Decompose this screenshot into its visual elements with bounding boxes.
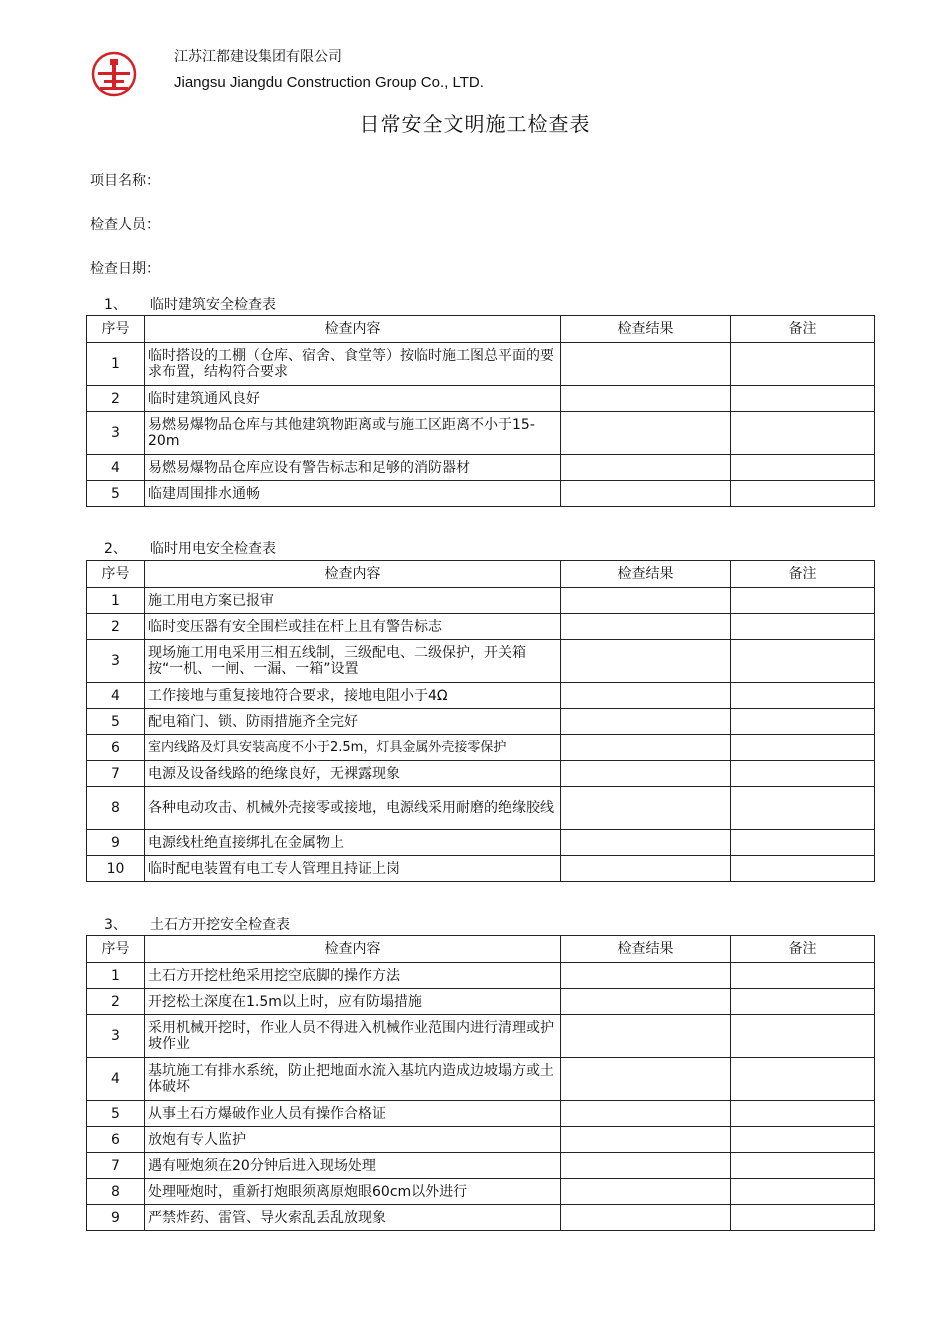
table-row <box>87 1127 875 1153</box>
check-table <box>86 560 875 882</box>
row-no: 8 <box>87 1179 145 1205</box>
table-row <box>87 481 875 507</box>
row-content: 基坑施工有排水系统，防止把地面水流入基坑内造成边坡塌方或土体破坏 <box>145 1058 561 1101</box>
company-name-en: Jiangsu Jiangdu Construction Group Co., LTD. <box>174 74 484 91</box>
remark-cell[interactable] <box>731 1015 875 1058</box>
remark-cell[interactable] <box>731 989 875 1015</box>
table-row <box>87 1205 875 1231</box>
document-header <box>90 40 890 100</box>
result-cell[interactable] <box>561 787 731 830</box>
row-content: 各种电动攻击、机械外壳接零或接地，电源线采用耐磨的绝缘胶线 <box>145 787 561 830</box>
row-content: 处理哑炮时，重新打炮眼须离原炮眼60cm以外进行 <box>145 1179 561 1205</box>
row-no: 6 <box>87 735 145 761</box>
header-remark: 备注 <box>731 936 875 963</box>
result-cell[interactable] <box>561 683 731 709</box>
result-cell[interactable] <box>561 614 731 640</box>
table-row <box>87 989 875 1015</box>
header-remark: 备注 <box>731 561 875 588</box>
table-header-row <box>87 561 875 588</box>
row-no: 10 <box>87 856 145 882</box>
result-cell[interactable] <box>561 386 731 412</box>
row-no: 5 <box>87 709 145 735</box>
result-cell[interactable] <box>561 830 731 856</box>
remark-cell[interactable] <box>731 683 875 709</box>
row-content: 电源及设备线路的绝缘良好，无裸露现象 <box>145 761 561 787</box>
check-table <box>86 935 875 1231</box>
remark-cell[interactable] <box>731 1101 875 1127</box>
header-no: 序号 <box>87 936 145 963</box>
inspectors-label: 检查人员： <box>90 217 160 233</box>
table-row <box>87 640 875 683</box>
row-no: 4 <box>87 683 145 709</box>
row-content: 土石方开挖杜绝采用挖空底脚的操作方法 <box>145 963 561 989</box>
remark-cell[interactable] <box>731 614 875 640</box>
remark-cell[interactable] <box>731 481 875 507</box>
header-result: 检查结果 <box>561 561 731 588</box>
row-no: 7 <box>87 761 145 787</box>
row-no: 4 <box>87 1058 145 1101</box>
row-content: 临时配电装置有电工专人管理且持证上岗 <box>145 856 561 882</box>
row-content: 开挖松土深度在1.5m以上时，应有防塌措施 <box>145 989 561 1015</box>
row-content: 采用机械开挖时，作业人员不得进入机械作业范围内进行清理或护坡作业 <box>145 1015 561 1058</box>
result-cell[interactable] <box>561 761 731 787</box>
header-result: 检查结果 <box>561 936 731 963</box>
header-no: 序号 <box>87 316 145 343</box>
page-title: 日常安全文明施工检查表 <box>359 112 591 136</box>
row-content: 临建周围排水通畅 <box>145 481 561 507</box>
remark-cell[interactable] <box>731 412 875 455</box>
row-no: 5 <box>87 481 145 507</box>
row-content: 工作接地与重复接地符合要求，接地电阻小于4Ω <box>145 683 561 709</box>
row-content: 遇有哑炮须在20分钟后进入现场处理 <box>145 1153 561 1179</box>
remark-cell[interactable] <box>731 830 875 856</box>
table-row <box>87 1101 875 1127</box>
row-content: 电源线杜绝直接绑扎在金属物上 <box>145 830 561 856</box>
result-cell[interactable] <box>561 1179 731 1205</box>
remark-cell[interactable] <box>731 1179 875 1205</box>
result-cell[interactable] <box>561 735 731 761</box>
row-no: 6 <box>87 1127 145 1153</box>
table-row <box>87 412 875 455</box>
remark-cell[interactable] <box>731 1127 875 1153</box>
remark-cell[interactable] <box>731 455 875 481</box>
remark-cell[interactable] <box>731 735 875 761</box>
row-content: 配电箱门、锁、防雨措施齐全完好 <box>145 709 561 735</box>
section-number: 2、 <box>104 541 127 557</box>
remark-cell[interactable] <box>731 1153 875 1179</box>
table-row <box>87 761 875 787</box>
section-number: 3、 <box>104 917 127 933</box>
header-no: 序号 <box>87 561 145 588</box>
table-row <box>87 963 875 989</box>
remark-cell[interactable] <box>731 963 875 989</box>
company-logo-icon <box>90 50 138 98</box>
remark-cell[interactable] <box>731 761 875 787</box>
row-content: 放炮有专人监护 <box>145 1127 561 1153</box>
row-content: 室内线路及灯具安装高度不小于2.5m，灯具金属外壳接零保护 <box>145 735 561 761</box>
header-result: 检查结果 <box>561 316 731 343</box>
section-name: 临时用电安全检查表 <box>150 541 276 557</box>
section-name: 土石方开挖安全检查表 <box>150 917 290 933</box>
result-cell[interactable] <box>561 640 731 683</box>
row-content: 严禁炸药、雷管、导火索乱丢乱放现象 <box>145 1205 561 1231</box>
row-content: 临时建筑通风良好 <box>145 386 561 412</box>
result-cell[interactable] <box>561 412 731 455</box>
section-title <box>104 914 290 934</box>
row-no: 9 <box>87 1205 145 1231</box>
result-cell[interactable] <box>561 343 731 386</box>
check-table <box>86 315 875 507</box>
row-no: 3 <box>87 412 145 455</box>
table-row <box>87 343 875 386</box>
result-cell[interactable] <box>561 709 731 735</box>
row-content: 现场施工用电采用三相五线制，三级配电、二级保护，开关箱按“一机、一闸、一漏、一箱”设置 <box>145 640 561 683</box>
row-no: 2 <box>87 989 145 1015</box>
table-row <box>87 1015 875 1058</box>
remark-cell[interactable] <box>731 588 875 614</box>
table-row <box>87 856 875 882</box>
header-content: 检查内容 <box>145 561 561 588</box>
result-cell[interactable] <box>561 1153 731 1179</box>
table-header-row <box>87 316 875 343</box>
company-name-cn: 江苏江都建设集团有限公司 <box>174 49 342 65</box>
row-content: 施工用电方案已报审 <box>145 588 561 614</box>
table-row <box>87 614 875 640</box>
row-no: 1 <box>87 963 145 989</box>
table-row <box>87 588 875 614</box>
row-no: 9 <box>87 830 145 856</box>
row-no: 4 <box>87 455 145 481</box>
table-row <box>87 1058 875 1101</box>
remark-cell[interactable] <box>731 709 875 735</box>
remark-cell[interactable] <box>731 386 875 412</box>
row-no: 2 <box>87 386 145 412</box>
table-row <box>87 787 875 830</box>
row-content: 易燃易爆物品仓库应设有警告标志和足够的消防器材 <box>145 455 561 481</box>
result-cell[interactable] <box>561 1101 731 1127</box>
project-name-label: 项目名称： <box>90 173 160 189</box>
result-cell[interactable] <box>561 1015 731 1058</box>
row-no: 7 <box>87 1153 145 1179</box>
row-no: 2 <box>87 614 145 640</box>
result-cell[interactable] <box>561 989 731 1015</box>
section-title <box>104 294 276 314</box>
table-row <box>87 1179 875 1205</box>
table-header-row <box>87 936 875 963</box>
table-row <box>87 455 875 481</box>
row-no: 1 <box>87 343 145 386</box>
row-no: 3 <box>87 640 145 683</box>
result-cell[interactable] <box>561 1127 731 1153</box>
row-no: 5 <box>87 1101 145 1127</box>
check-date-label: 检查日期： <box>90 261 160 277</box>
remark-cell[interactable] <box>731 640 875 683</box>
result-cell[interactable] <box>561 1058 731 1101</box>
row-content: 从事土石方爆破作业人员有操作合格证 <box>145 1101 561 1127</box>
remark-cell[interactable] <box>731 856 875 882</box>
remark-cell[interactable] <box>731 1058 875 1101</box>
section-title <box>104 538 276 558</box>
header-remark: 备注 <box>731 316 875 343</box>
result-cell[interactable] <box>561 481 731 507</box>
row-no: 1 <box>87 588 145 614</box>
remark-cell[interactable] <box>731 1205 875 1231</box>
header-content: 检查内容 <box>145 936 561 963</box>
table-row <box>87 1153 875 1179</box>
result-cell[interactable] <box>561 963 731 989</box>
row-content: 易燃易爆物品仓库与其他建筑物距离或与施工区距离不小于15-20m <box>145 412 561 455</box>
result-cell[interactable] <box>561 588 731 614</box>
table-row <box>87 683 875 709</box>
remark-cell[interactable] <box>731 343 875 386</box>
header-content: 检查内容 <box>145 316 561 343</box>
table-row <box>87 830 875 856</box>
row-no: 8 <box>87 787 145 830</box>
section-number: 1、 <box>104 297 127 313</box>
result-cell[interactable] <box>561 856 731 882</box>
remark-cell[interactable] <box>731 787 875 830</box>
row-content: 临时变压器有安全围栏或挂在杆上且有警告标志 <box>145 614 561 640</box>
table-row <box>87 386 875 412</box>
result-cell[interactable] <box>561 1205 731 1231</box>
section-name: 临时建筑安全检查表 <box>150 297 276 313</box>
row-no: 3 <box>87 1015 145 1058</box>
result-cell[interactable] <box>561 455 731 481</box>
table-row <box>87 709 875 735</box>
row-content: 临时搭设的工棚（仓库、宿舍、食堂等）按临时施工图总平面的要求布置，结构符合要求 <box>145 343 561 386</box>
table-row <box>87 735 875 761</box>
